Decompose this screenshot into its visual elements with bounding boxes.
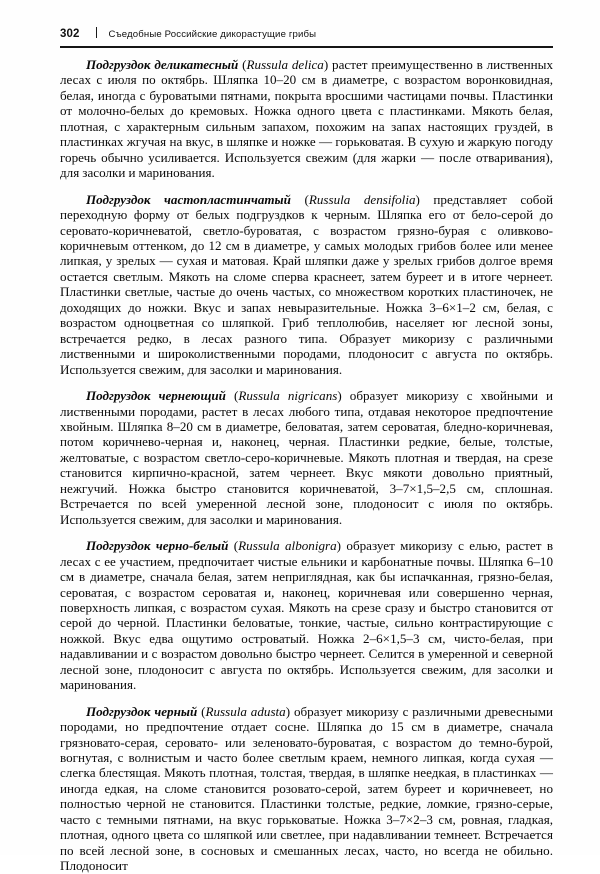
entry-body: растет преимущественно в лиственных лесах с июля по октябрь. Шляпка 10–20 см в диаметре, с возрастом воронковидная, белая, иногда с буроватыми пятнами, покрыта вросшими частицами почвы. Пластинки от молочно-белых до кремовых. Ножка одного цвета с пластинками. Мякоть белая, плотная, с характерным сильным запахом, похожим на запах настоящих груздей, в пластинках жгучая на вкус, в шляпке и ножке — горьковатая. В сухую и жаркую погоду горечь обычно усиливается. Используется свежим (для жарки — после отваривания), для засолки и маринования. — [60, 57, 553, 181]
paren-close: ) — [337, 388, 342, 404]
paren-open: ( — [233, 538, 239, 554]
running-head — [60, 26, 553, 40]
entry-body: представляет собой переходную форму от белых подгруздков к черным. Шляпка его от бело-серой до серовато-коричневатой, светло-буроватая, с возрастом грязно-бурая с оливково-коричневым оттенком, до 12 см в диаметре, у самых молодых грибов более или менее липкая, у зрелых — сухая и матовая. Край шляпки даже у зрелых грибов долгое время остается светлым. Мякоть на сломе сперва краснеет, затем буреет и в итоге чернеет. Пластинки светлые, частые до очень частых, со множеством коротких пластиночек, не доходящих до ножки. Вкус и запах невыразительные. Ножка 3–6×1–2 см, белая, с возрастом одноцветная со шляпкой. Гриб теплолюбив, населяет юг лесной зоны, встречается редко, в лесах разного типа. Образует микоризу с различными лиственными и широколиственными породами, плодоносит с августа по октябрь. Используется свежим, для засолки и маринования. — [60, 191, 553, 377]
entry-russula-nigricans — [60, 388, 553, 527]
paren-close: ) — [285, 703, 291, 719]
page-body — [60, 57, 553, 874]
paren-open: ( — [242, 57, 247, 72]
species-name-latin: Russula delica — [246, 57, 324, 72]
paren-close: ) — [415, 191, 420, 207]
paren-open: ( — [304, 191, 309, 207]
species-name-latin: Russula densifolia — [308, 191, 416, 207]
species-name-ru: Подгруздок черный — [86, 703, 198, 719]
entry-russula-adusta — [60, 704, 553, 874]
species-name-latin: Russula nigricans — [238, 388, 338, 404]
space — [291, 192, 305, 207]
entry-body: образует микоризу с хвойными и лиственными породами, растет в лесах любого типа, отдавая некоторое предпочтение хвойным. Шляпка 8–20 см в диаметре, беловатая, затем сероватая, бледно-коричневая, потом коричнево-черная и, наконец, черная. Пластинки редкие, белые, толстые, желтоватые, с возрастом светло-серо-коричневые. Мякоть плотная и твердая, на срезе становится кирпично-красной, затем чернеет. Вкус мякоти довольно приятный, нежгучий. Ножка быстро становится коричневатой, 3–7×1,5–2,5 см, сплошная. Встречается по всей умеренной лесной зоне, плодоносит с июля по октябрь. Используется свежим, для засолки и маринования. — [60, 388, 554, 527]
paren-close: ) — [336, 538, 342, 554]
header-rule — [60, 46, 553, 48]
paren-close: ) — [323, 57, 329, 72]
entry-body: образует микоризу с различными древесными породами, но предпочтение отдает сосне. Шляпка до 15 см в диаметре, сначала грязновато-серая, серовато- или зеленовато-буроватая, с возрастом до темно-бурой, вогнутая, с волнистым и часто более светлым краем, немного липкая, когда сухая — слегка блестящая. Мякоть плотная, толстая, твердая, в шляпке неедкая, в пластинках — иногда едкая, на сломе становится розовато-серой, затем буреет и коричневеет, но полностью черной не становится. Пластинки толстые, редкие, ломкие, грязно-серые, часто с темными пятнами, на вкус горьковатые. Ножка 3–7×2–3 см, ровная, гладкая, плотная, одного цвета со шляпкой или светлее, при надавливании темнеет. Встречается по всей лесной зоне, в сосновых и смешанных лесах, часто, но всегда не обильно. Плодоносит — [60, 703, 554, 874]
species-name-latin: Russula albonigra — [238, 538, 337, 554]
species-name-ru: Подгруздок деликатесный — [86, 57, 239, 72]
species-name-ru: Подгруздок чернеющий — [86, 388, 226, 404]
species-name-ru: Подгруздок частопластинчатый — [86, 191, 291, 207]
entry-russula-albonigra — [60, 538, 553, 693]
paren-open: ( — [233, 388, 239, 404]
running-head-divider — [96, 27, 97, 38]
entry-body: образует микоризу с елью, растет в лесах с ее участием, предпочитает чистые ельники и карбонатные почвы. Шляпка 6–10 см в диаметре, сначала белая, затем неприглядная, как бы испачканная, грязно-белая, сероватая, с возрастом сероватая и, наконец, коричневая или совершенно черная, поверхность липкая, с возрастом сухая. Мякоть на срезе сразу и быстро становится от серой до черной. Пластинки беловатые, тонкие, частые, сильно контрастирующие с ножкой. Вкус едва ощутимо островатый. Ножка 2–6×1,5–3 см, чисто-белая, при надавливании и с возрастом довольно быстро чернеет. Селится в умеренной и северной лесной зоне, плодоносит с августа по октябрь. Используется свежим, для засолки и маринования. — [60, 538, 553, 693]
space — [226, 388, 234, 403]
paren-open: ( — [201, 703, 206, 719]
species-name-latin: Russula adusta — [205, 703, 286, 719]
entry-russula-delica — [60, 57, 553, 181]
species-name-ru: Подгруздок черно-белый — [86, 538, 229, 554]
entry-russula-densifolia — [60, 192, 553, 377]
page-number: 302 — [60, 28, 80, 40]
running-head-title: Съедобные Российские дикорастущие грибы — [108, 29, 317, 40]
